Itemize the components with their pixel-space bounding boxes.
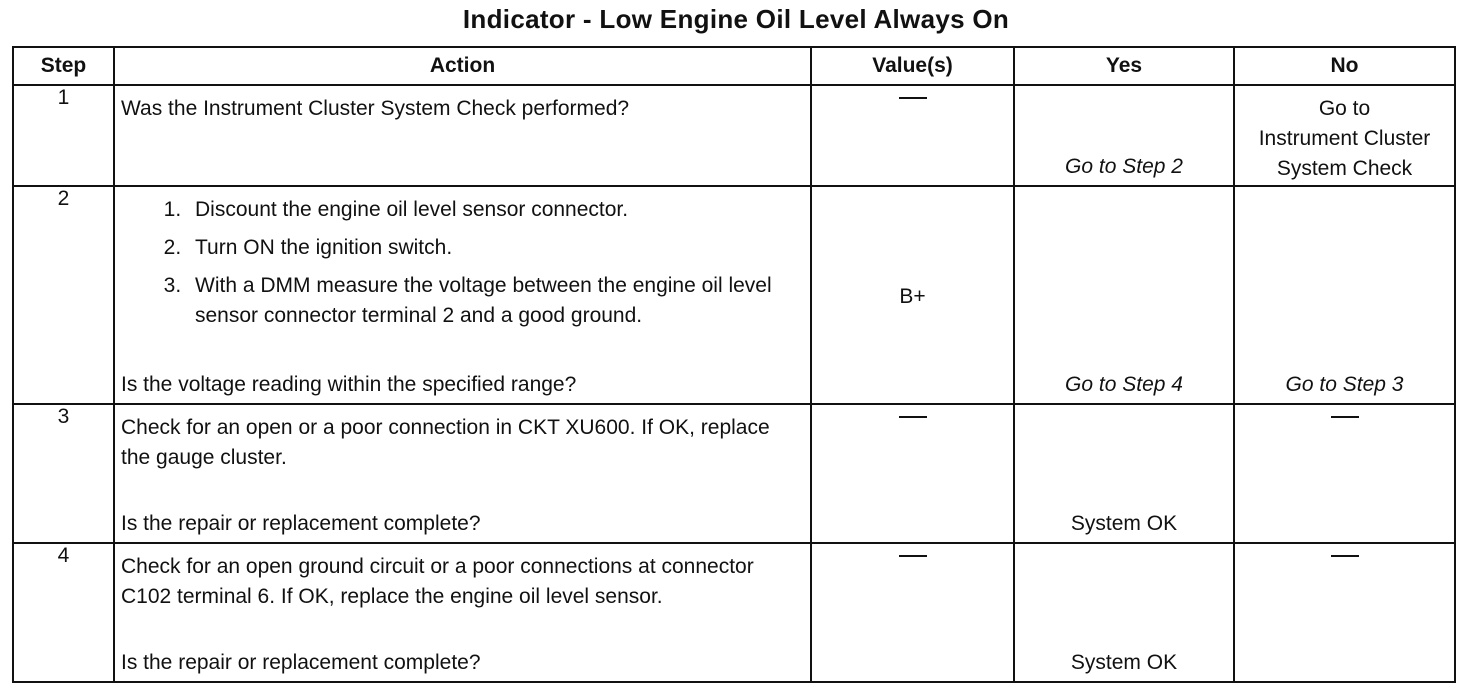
yes-cell [1014, 85, 1234, 186]
dash-mark [899, 97, 927, 99]
no-link[interactable]: Go to Step 3 [1285, 373, 1404, 396]
no-cell [1234, 85, 1455, 186]
action-text: Check for an open ground circuit or a poor connections at connector C102 terminal 6. If OK, replace the engine oil level sensor. [121, 555, 754, 608]
value-cell [811, 186, 1014, 404]
yes-cell [1014, 404, 1234, 543]
value-cell [811, 85, 1014, 186]
header-yes: Yes [1014, 47, 1234, 85]
no-cell [1234, 186, 1455, 404]
dash-mark [1331, 416, 1359, 418]
no-line: Go to [1318, 97, 1371, 120]
yes-link[interactable]: Go to Step 4 [1065, 373, 1183, 396]
value-cell [811, 404, 1014, 543]
value-cell [811, 543, 1014, 682]
diagnostic-table [12, 46, 1456, 683]
header-step: Step [13, 47, 114, 85]
header-action: Action [114, 47, 811, 85]
action-cell [114, 543, 811, 682]
dash-mark [899, 555, 927, 557]
table-row [13, 543, 1455, 682]
yes-cell [1014, 543, 1234, 682]
action-list-item: 2. Turn ON the ignition switch. [187, 233, 790, 263]
table-row [13, 404, 1455, 543]
action-text: Check for an open or a poor connection in CKT XU600. If OK, replace the gauge cluster. [121, 416, 770, 469]
no-line: System Check [1276, 157, 1413, 180]
yes-cell [1014, 186, 1234, 404]
action-list [115, 187, 810, 331]
yes-link[interactable]: Go to Step 2 [1065, 155, 1183, 178]
page-title: Indicator - Low Engine Oil Level Always On [462, 4, 1010, 34]
no-link[interactable] [1235, 86, 1454, 184]
dash-mark [899, 416, 927, 418]
action-text: Was the Instrument Cluster System Check performed? [121, 97, 630, 120]
dash-mark [1331, 555, 1359, 557]
action-question: Is the voltage reading within the specified range? [121, 373, 577, 396]
yes-result: System OK [1070, 512, 1178, 535]
no-cell [1234, 543, 1455, 682]
yes-result: System OK [1070, 651, 1178, 674]
action-cell [114, 404, 811, 543]
step-number: 3 [13, 404, 114, 543]
table-header-row [13, 47, 1455, 85]
header-no: No [1234, 47, 1455, 85]
step-number: 4 [13, 543, 114, 682]
header-values: Value(s) [811, 47, 1014, 85]
step-number: 1 [13, 85, 114, 186]
no-line: Instrument Cluster [1258, 127, 1431, 150]
table-row [13, 186, 1455, 404]
table-row [13, 85, 1455, 186]
no-cell [1234, 404, 1455, 543]
action-cell [114, 186, 811, 404]
action-list-item: 3. With a DMM measure the voltage between the engine oil level sensor connector terminal 2 and a good ground. [187, 271, 790, 331]
action-list-item: 1. Discount the engine oil level sensor connector. [187, 195, 790, 225]
action-question: Is the repair or replacement complete? [121, 651, 481, 674]
step-number: 2 [13, 186, 114, 404]
action-cell [114, 85, 811, 186]
action-question: Is the repair or replacement complete? [121, 512, 481, 535]
value-text: B+ [899, 285, 926, 308]
